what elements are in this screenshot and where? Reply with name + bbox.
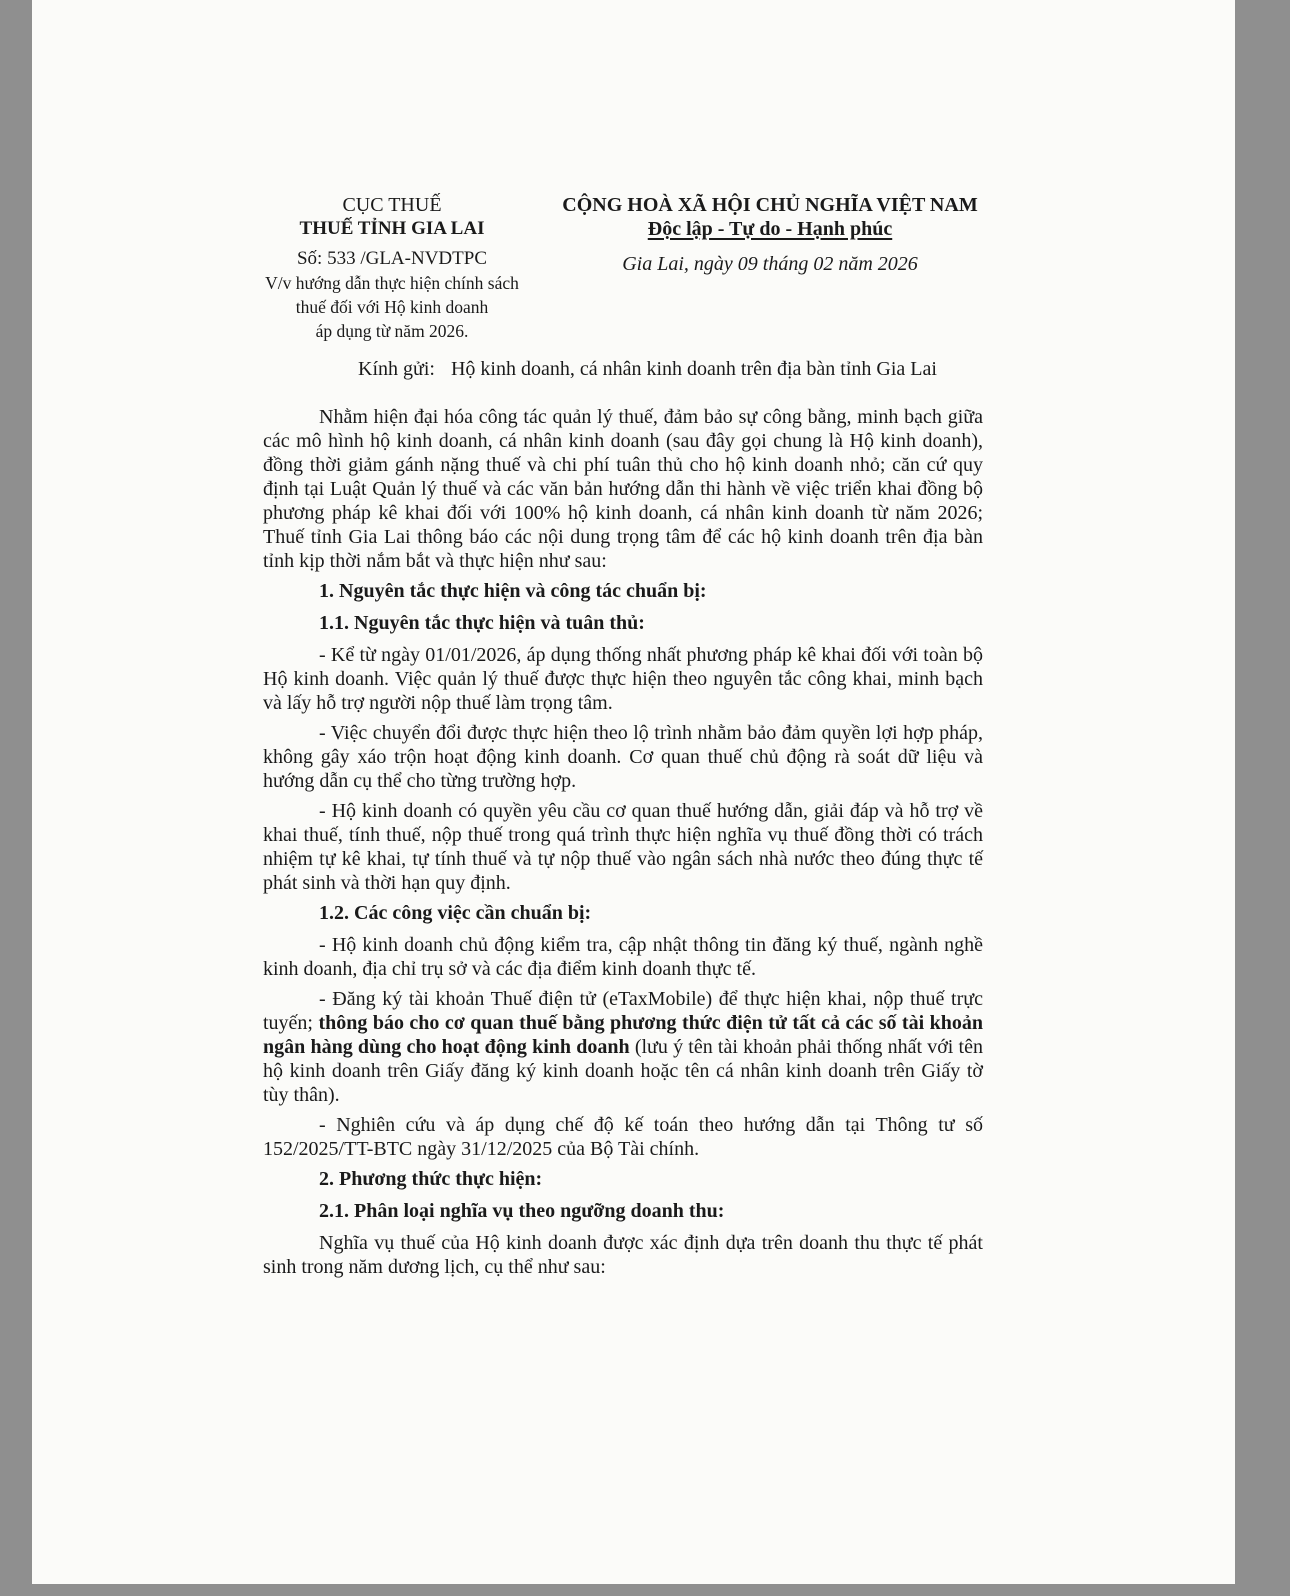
subject-line-1: V/v hướng dẫn thực hiện chính sách	[265, 273, 519, 293]
subject-line-2: thuế đối với Hộ kinh doanh	[295, 297, 489, 317]
section-1-2-paragraph-1: - Hộ kinh doanh chủ động kiểm tra, cập nhật thông tin đăng ký thuế, ngành nghề kinh doanh, địa chỉ trụ sở và các địa điểm kinh doanh thực tế.	[263, 934, 983, 980]
paragraph-text-start: - Đăng ký tài khoản Thuế điện tử (eTaxMobile) để thực hiện khai, nộp thuế trực tuyến;	[263, 988, 983, 1034]
issuing-agency-block	[227, 193, 557, 343]
section-2-heading: 2. Phương thức thực hiện:	[319, 1168, 543, 1190]
paragraph-text-end: (lưu ý tên tài khoản phải thống nhất với tên hộ kinh doanh trên Giấy đăng ký kinh doanh hoặc tên cá nhân kinh doanh trên Giấy tờ tùy thân).	[263, 1036, 983, 1106]
section-1-2-paragraph-3: - Nghiên cứu và áp dụng chế độ kế toán theo hướng dẫn tại Thông tư số 152/2025/TT-BTC ngày 31/12/2025 của Bộ Tài chính.	[263, 1114, 983, 1160]
section-2-1-paragraph-1: Nghĩa vụ thuế của Hộ kinh doanh được xác định dựa trên doanh thu thực tế phát sinh trong năm dương lịch, cụ thể như sau:	[263, 1232, 983, 1278]
section-2-1-heading: 2.1. Phân loại nghĩa vụ theo ngưỡng doanh thu:	[319, 1200, 725, 1222]
section-1-1-paragraph-3: - Hộ kinh doanh có quyền yêu cầu cơ quan thuế hướng dẫn, giải đáp và hỗ trợ về khai thuế, tính thuế, nộp thuế trong quá trình thực hiện nghĩa vụ thuế đồng thời có trách nhiệm tự kê khai, tự tính thuế và tự nộp thuế vào ngân sách nhà nước theo đúng thực tế phát sinh và thời hạn quy định.	[263, 800, 983, 894]
section-1-1-heading: 1.1. Nguyên tắc thực hiện và tuân thủ:	[319, 612, 645, 634]
national-motto: Độc lập - Tự do - Hạnh phúc	[647, 218, 893, 240]
issue-date: Gia Lai, ngày 09 tháng 02 năm 2026	[622, 253, 918, 275]
recipient-value: Hộ kinh doanh, cá nhân kinh doanh trên địa bàn tỉnh Gia Lai	[450, 358, 937, 380]
section-1-1-paragraph-2: - Việc chuyển đổi được thực hiện theo lộ trình nhằm bảo đảm quyền lợi hợp pháp, không gây xáo trộn hoạt động kinh doanh. Cơ quan thuế chủ động rà soát dữ liệu và hướng dẫn cụ thể cho từng trường hợp.	[263, 722, 983, 792]
subject-line-3: áp dụng từ năm 2026.	[315, 321, 469, 341]
section-1-2-paragraph-2	[263, 987, 983, 1107]
document-body	[263, 405, 983, 1285]
section-1-2-heading: 1.2. Các công việc cần chuẩn bị:	[319, 902, 592, 924]
section-1-1-paragraph-1: - Kể từ ngày 01/01/2026, áp dụng thống nhất phương pháp kê khai đối với toàn bộ Hộ kinh doanh. Việc quản lý thuế được thực hiện theo nguyên tắc công khai, minh bạch và lấy hỗ trợ người nộp thuế làm trọng tâm.	[263, 644, 983, 714]
issuing-agency: THUẾ TỈNH GIA LAI	[299, 218, 485, 239]
intro-paragraph: Nhằm hiện đại hóa công tác quản lý thuế, đảm bảo sự công bằng, minh bạch giữa các mô hình hộ kinh doanh, cá nhân kinh doanh (sau đây gọi chung là Hộ kinh doanh), đồng thời giảm gánh nặng thuế và chi phí tuân thủ cho hộ kinh doanh nhỏ; căn cứ quy định tại Luật Quản lý thuế và các văn bản hướng dẫn thi hành về việc triển khai đồng bộ phương pháp kê khai đối với 100% hộ kinh doanh, cá nhân kinh doanh từ năm 2026; Thuế tỉnh Gia Lai thông báo các nội dung trọng tâm để các hộ kinh doanh trên địa bàn tỉnh kịp thời nắm bắt và thực hiện như sau:	[263, 406, 983, 572]
document-number: Số: 533 /GLA-NVDTPC	[296, 248, 487, 269]
recipient-label: Kính gửi:	[358, 358, 435, 380]
national-title: CỘNG HOÀ XÃ HỘI CHỦ NGHĨA VIỆT NAM	[562, 194, 978, 216]
parent-agency: CỤC THUẾ	[342, 194, 442, 216]
bank-account-notice: thông báo cho cơ quan thuế bằng phương thức điện tử tất cả các số tài khoản ngân hàng dùng cho hoạt động kinh doanh	[263, 1012, 983, 1058]
recipient-line	[358, 358, 937, 381]
national-header-block	[560, 193, 980, 276]
section-1-heading: 1. Nguyên tắc thực hiện và công tác chuẩn bị:	[319, 580, 707, 602]
